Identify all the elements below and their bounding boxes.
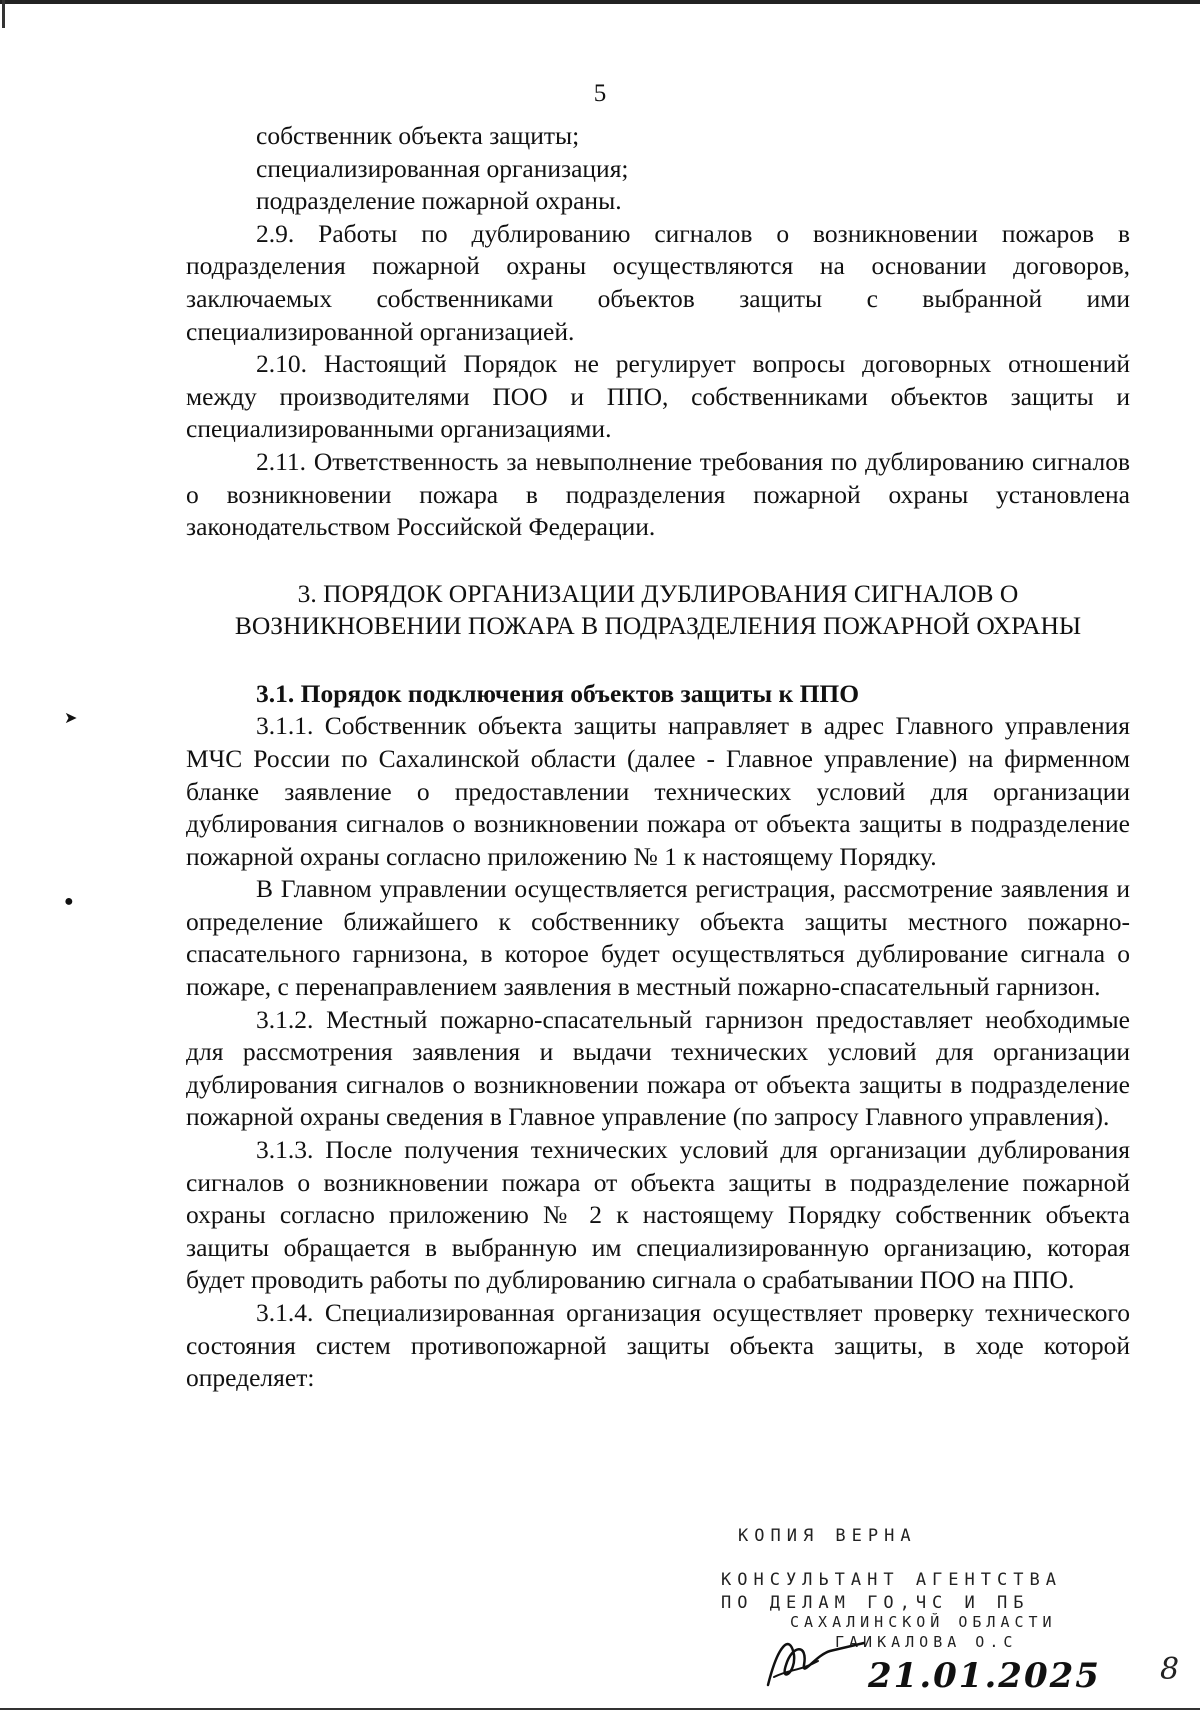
- stamp-line-4: ГАИКАЛОВА О.С: [835, 1633, 1018, 1651]
- document-body: [186, 120, 1130, 1395]
- sheet-number: 8: [1160, 1652, 1180, 1687]
- list-item: собственник объекта защиты;: [256, 121, 580, 150]
- stamp-line-2: ПО ДЕЛАМ ГО,ЧС И ПБ: [721, 1593, 1030, 1613]
- margin-mark-icon: ●: [64, 893, 74, 910]
- bottom-border-line: [0, 1708, 1200, 1710]
- subsection-heading: 3.1. Порядок подключения объектов защиты к ППО: [256, 678, 860, 708]
- stamp-copy-label: КОПИЯ ВЕРНА: [738, 1526, 917, 1546]
- left-scan-mark: [2, 0, 5, 28]
- list-item: подразделение пожарной охраны.: [256, 186, 622, 216]
- paragraph-3-1-1: 3.1.1. Собственник объекта защиты направляет в адрес Главного управления МЧС России по Сахалинской области (далее - Главное управление) на фирменном бланке заявление о предоставлении технических условий для организации дублирования сигналов о возникновении пожара от объекта защиты в подразделение пожарной охраны согласно приложению № 1 к настоящему Порядку.: [186, 711, 1130, 871]
- paragraph-3-1-2: 3.1.2. Местный пожарно-спасательный гарнизон предоставляет необходимые для рассмотрения заявления и выдачи технических условий для организации дублирования сигналов о возникновении пожара от объекта защиты в подразделение пожарной охраны сведения в Главное управление (по запросу Главного управления).: [186, 1004, 1130, 1132]
- paragraph-2-9: 2.9. Работы по дублированию сигналов о возникновении пожаров в подразделения пожарной охраны осуществляются на основании договоров, заключаемых собственниками объектов защиты с выбранной ими специализированной организацией.: [186, 218, 1130, 346]
- signature-icon: [760, 1625, 870, 1695]
- page-number: 5: [593, 80, 607, 107]
- paragraph-3-1-3: 3.1.3. После получения технических условий для организации дублирования сигналов о возникновении пожара от объекта защиты в подразделение пожарной охраны согласно приложению № 2 к настоящему Порядку собственник объекта защиты обращается в выбранную им специализированную организацию, которая будет проводить работы по дублированию сигнала о срабатывании ПОО на ППО.: [186, 1135, 1130, 1295]
- paragraph-3-1-4: 3.1.4. Специализированная организация осуществляет проверку технического состояния систем противопожарной защиты объекта защиты, в ходе которой определяет:: [186, 1298, 1130, 1393]
- top-border-line: [0, 0, 1200, 4]
- paragraph-registration: В Главном управлении осуществляется регистрация, рассмотрение заявления и определение ближайшего к собственнику объекта защиты местного пожарно-спасательного гарнизона, в которое будет осуществляться дублирование сигнала о пожаре, с перенаправлением заявления в местный пожарно-спасательный гарнизон.: [186, 874, 1130, 1002]
- paragraph-2-10: 2.10. Настоящий Порядок не регулирует вопросы договорных отношений между производителями ПОО и ППО, собственниками объектов защиты и специализированными организациями.: [186, 349, 1130, 444]
- stamp-line-3: САХАЛИНСКОЙ ОБЛАСТИ: [790, 1613, 1057, 1631]
- stamp-line-1: КОНСУЛЬТАНТ АГЕНТСТВА: [721, 1570, 1062, 1590]
- stamp-date: 21.01.2025: [868, 1656, 1101, 1696]
- paragraph-2-11: 2.11. Ответственность за невыполнение требования по дублированию сигналов о возникновении пожара в подразделения пожарной охраны установлена законодательством Российской Федерации.: [186, 446, 1130, 542]
- section-heading: 3. ПОРЯДОК ОРГАНИЗАЦИИ ДУБЛИРОВАНИЯ СИГНАЛОВ О ВОЗНИКНОВЕНИИ ПОЖАРА В ПОДРАЗДЕЛЕНИЯ ПОЖАРНОЙ ОХРАНЫ: [234, 578, 1082, 640]
- margin-mark-icon: ➤: [64, 710, 78, 727]
- list-item: специализированная организация;: [256, 153, 629, 183]
